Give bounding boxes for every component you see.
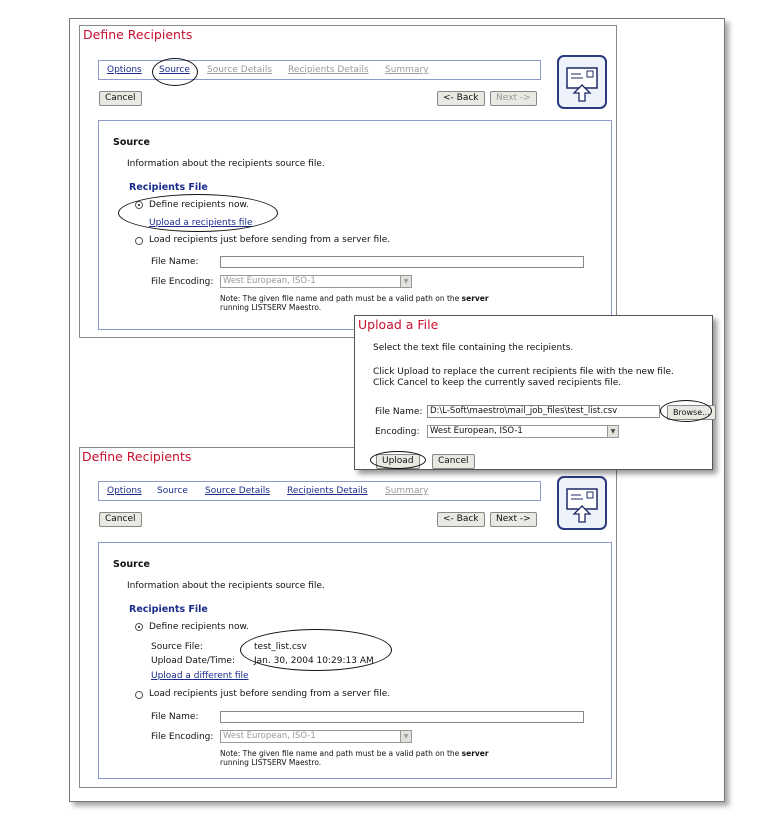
chevron-down-icon: ▼ — [400, 731, 411, 742]
tab-source[interactable]: Source — [157, 486, 188, 496]
wizard-nav — [98, 481, 541, 501]
upload-recipients-link[interactable]: Upload a recipients file — [149, 218, 253, 228]
file-encoding-value: West European, ISO-1 — [223, 276, 316, 286]
note-bold: server — [461, 749, 489, 758]
dialog-instruction: Click Cancel to keep the currently saved recipients file. — [373, 378, 622, 388]
file-name-label: File Name: — [151, 712, 199, 722]
file-name-label: File Name: — [151, 257, 199, 267]
recipients-file-heading: Recipients File — [129, 604, 208, 615]
note-bold: server — [461, 294, 489, 303]
tab-summary: Summary — [385, 486, 429, 496]
define-now-radio[interactable] — [135, 201, 143, 209]
source-file-value: test_list.csv — [254, 642, 307, 652]
tab-recipients-details[interactable]: Recipients Details — [287, 486, 368, 496]
upload-date-value: Jan. 30, 2004 10:29:13 AM — [254, 656, 374, 666]
tab-options[interactable]: Options — [107, 65, 142, 75]
chevron-down-icon: ▼ — [607, 426, 618, 437]
info-text: Information about the recipients source file. — [127, 159, 325, 169]
tab-summary: Summary — [385, 65, 429, 75]
tab-options[interactable]: Options — [107, 486, 142, 496]
dialog-cancel-button[interactable]: Cancel — [432, 454, 475, 469]
file-encoding-select — [220, 275, 412, 288]
load-later-radio[interactable] — [135, 237, 143, 245]
file-encoding-label: File Encoding: — [151, 732, 214, 742]
dialog-file-name-input[interactable]: D:\L-Soft\maestro\mail_job_files\test_list.csv — [427, 405, 660, 418]
file-encoding-value: West European, ISO-1 — [223, 731, 316, 741]
source-section — [98, 120, 612, 330]
dialog-encoding-select[interactable] — [427, 425, 619, 438]
dialog-file-name-label: File Name: — [375, 407, 423, 417]
page-title: Define Recipients — [82, 449, 192, 464]
wizard-nav — [98, 60, 541, 80]
tab-source[interactable]: Source — [159, 65, 190, 75]
file-encoding-select — [220, 730, 412, 743]
load-later-label: Load recipients just before sending from a server file. — [149, 689, 391, 699]
next-button[interactable]: Next -> — [490, 512, 537, 527]
info-text: Information about the recipients source file. — [127, 581, 325, 591]
browse-button[interactable]: Browse... — [667, 405, 716, 420]
wizard-upload-icon — [557, 476, 607, 530]
dialog-encoding-label: Encoding: — [375, 427, 420, 437]
note-line-2: running LISTSERV Maestro. — [220, 758, 322, 767]
back-button[interactable]: <- Back — [437, 512, 485, 527]
cancel-button[interactable]: Cancel — [99, 91, 142, 106]
load-later-radio[interactable] — [135, 691, 143, 699]
next-button: Next -> — [490, 91, 537, 106]
server-path-note — [220, 294, 489, 312]
define-now-radio[interactable] — [135, 623, 143, 631]
load-later-label: Load recipients just before sending from a server file. — [149, 235, 391, 245]
define-now-label: Define recipients now. — [149, 200, 249, 210]
wizard-upload-icon — [557, 55, 607, 109]
section-title: Source — [113, 559, 150, 570]
file-name-input[interactable] — [220, 711, 584, 723]
tab-recipients-details: Recipients Details — [288, 65, 369, 75]
upload-date-label: Upload Date/Time: — [151, 656, 235, 666]
define-now-label: Define recipients now. — [149, 622, 249, 632]
upload-button[interactable]: Upload — [376, 454, 420, 469]
note-line-1: Note: The given file name and path must be a valid path on the — [220, 294, 460, 303]
cancel-button[interactable]: Cancel — [99, 512, 142, 527]
dialog-title: Upload a File — [358, 317, 439, 332]
tab-source-details: Source Details — [207, 65, 272, 75]
chevron-down-icon: ▼ — [400, 276, 411, 287]
upload-different-file-link[interactable]: Upload a different file — [151, 671, 249, 681]
upload-file-dialog — [354, 315, 713, 470]
dialog-encoding-value: West European, ISO-1 — [430, 426, 523, 436]
dialog-instruction: Click Upload to replace the current recipients file with the new file. — [373, 367, 674, 377]
source-file-label: Source File: — [151, 642, 203, 652]
back-button[interactable]: <- Back — [437, 91, 485, 106]
section-title: Source — [113, 137, 150, 148]
recipients-file-heading: Recipients File — [129, 182, 208, 193]
page-title: Define Recipients — [83, 27, 193, 42]
note-line-2: running LISTSERV Maestro. — [220, 303, 322, 312]
note-line-1: Note: The given file name and path must be a valid path on the — [220, 749, 460, 758]
dialog-instruction: Select the text file containing the recipients. — [373, 343, 574, 353]
source-section — [98, 542, 612, 779]
tab-source-details[interactable]: Source Details — [205, 486, 270, 496]
file-name-input[interactable] — [220, 256, 584, 268]
server-path-note — [220, 749, 489, 767]
file-encoding-label: File Encoding: — [151, 277, 214, 287]
